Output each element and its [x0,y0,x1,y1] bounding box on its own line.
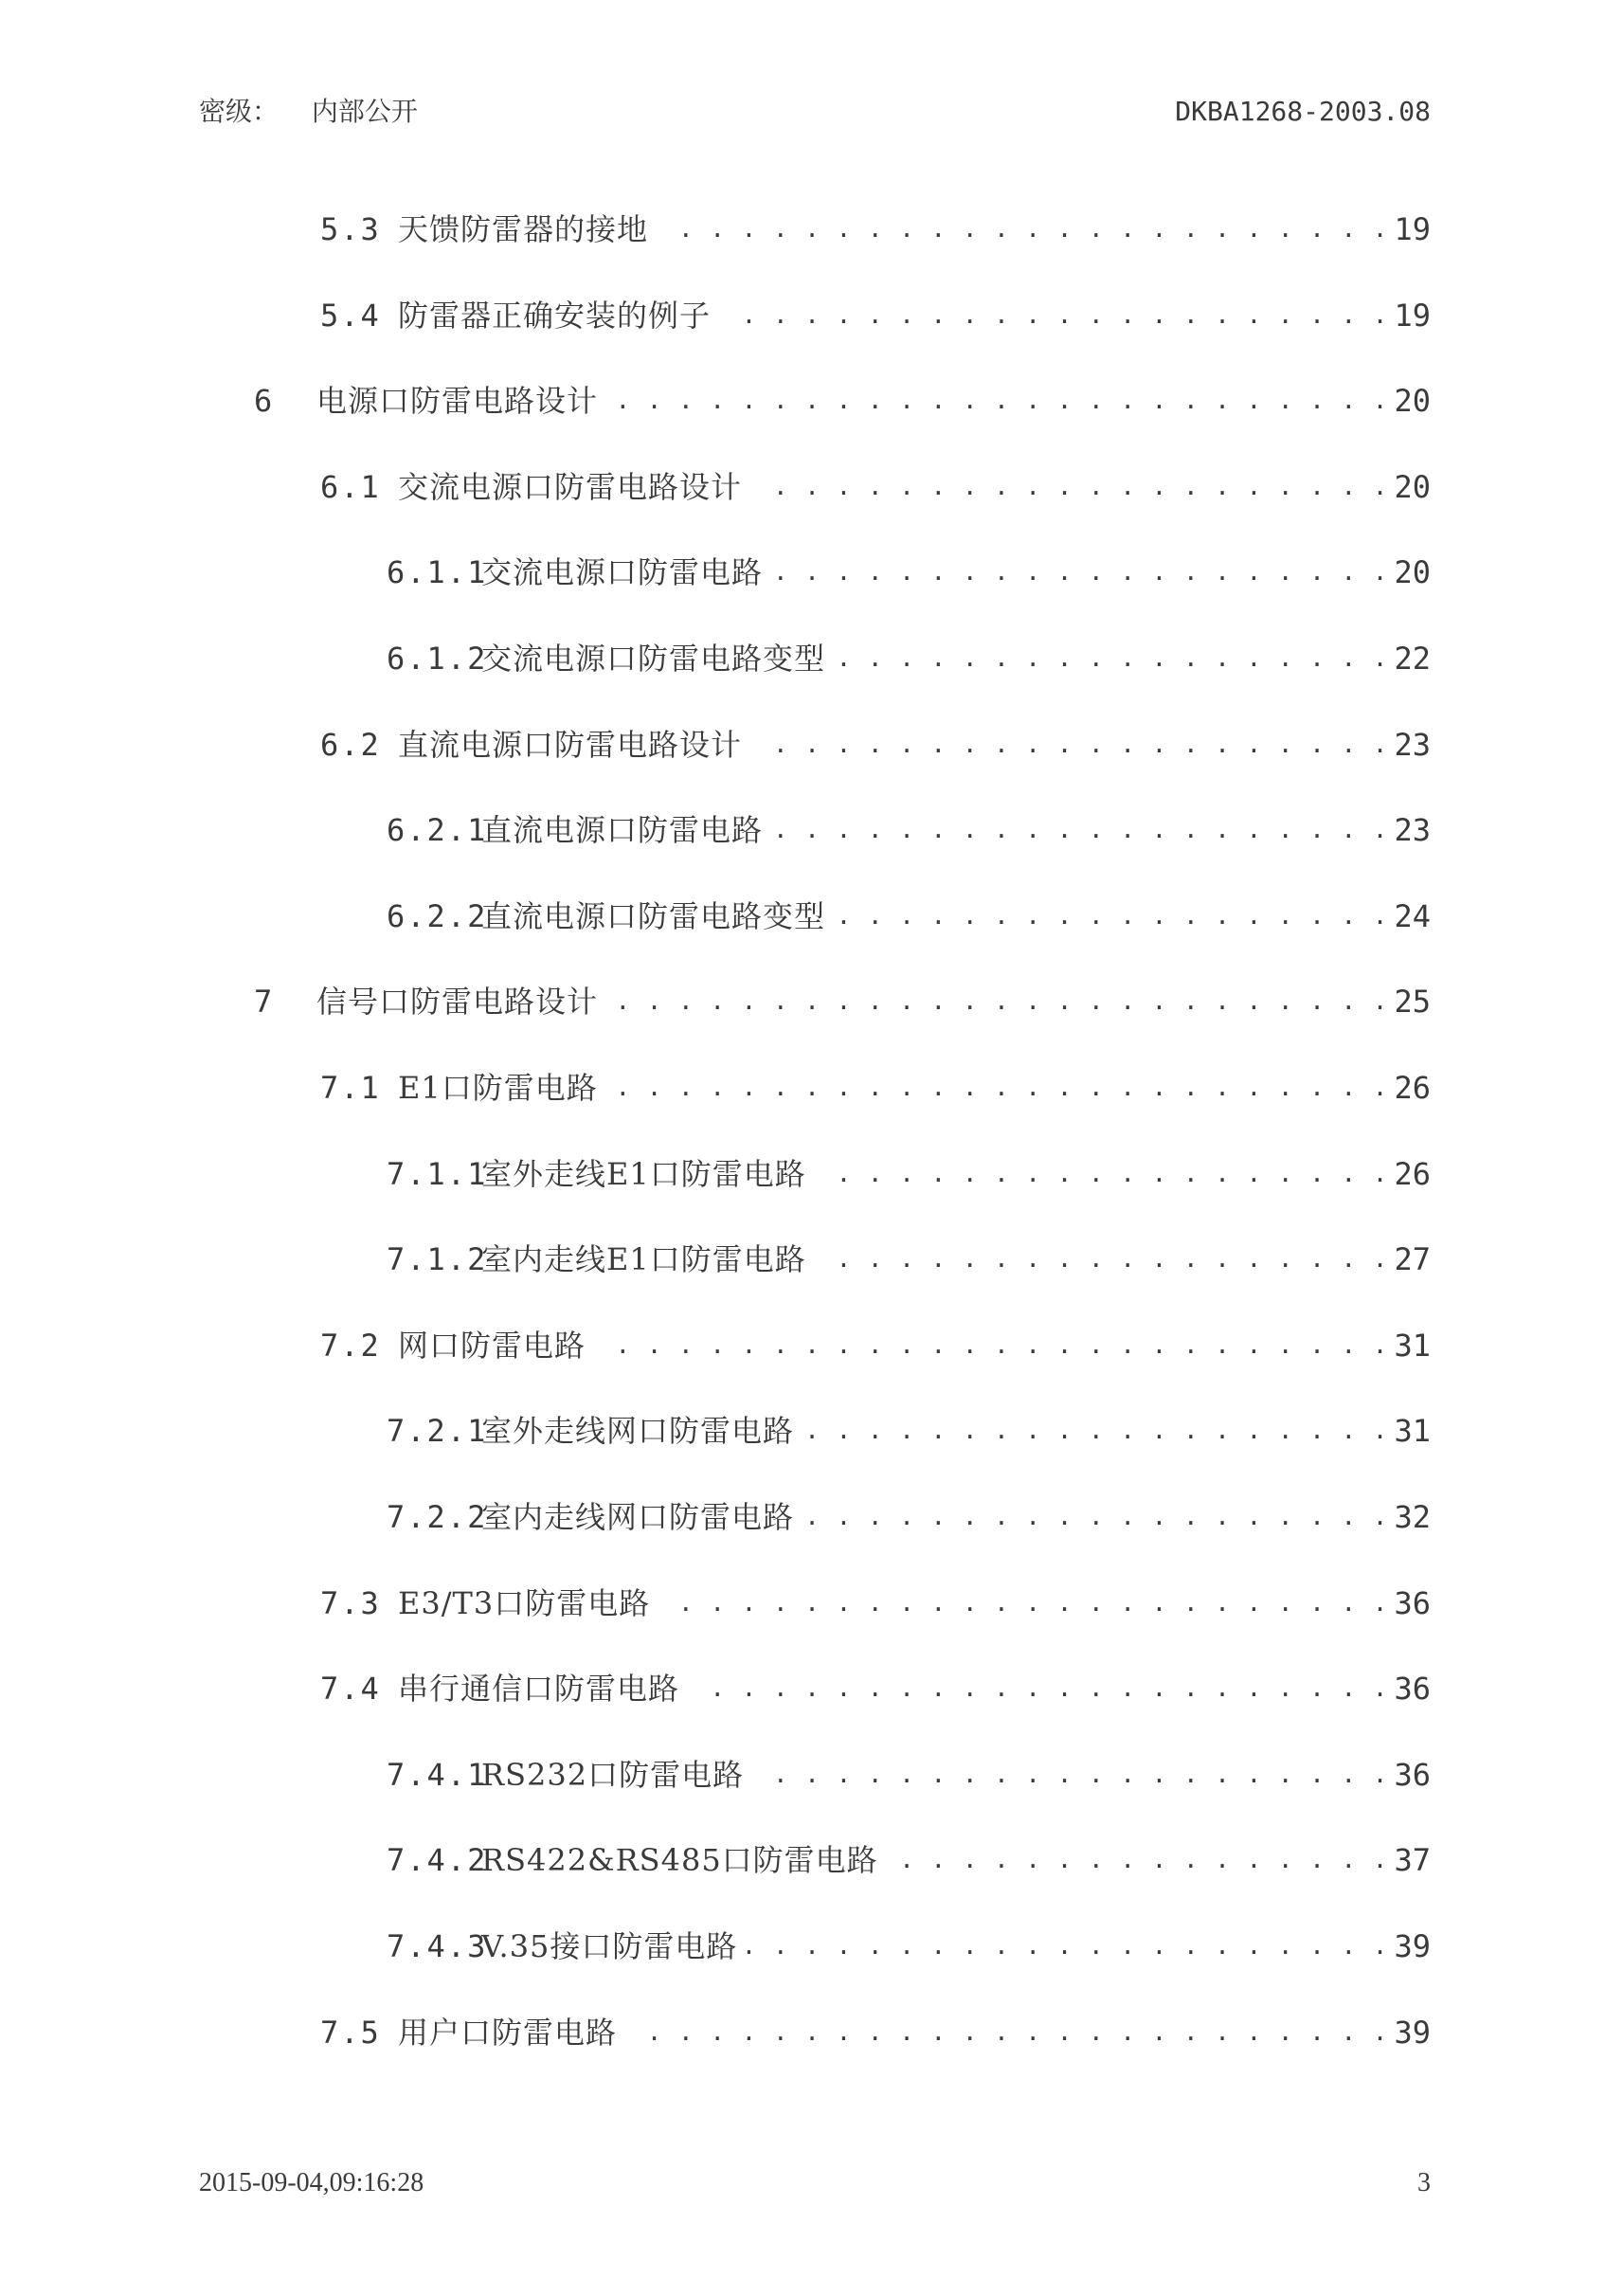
toc-entry[interactable] [387,1839,1431,1881]
toc-dot-leader [753,1754,1388,1796]
toc-entry[interactable] [387,638,1431,679]
toc-entry-number: 7 [254,984,275,1020]
toc-entry-title: 防雷器正确安装的例子 [398,298,712,334]
toc-dot-leader [607,380,1388,422]
toc-entry-page: 23 [1394,812,1431,848]
toc-entry-title: 电源口防雷电路设计 [316,383,599,419]
toc-entry-page: 39 [1394,1928,1431,1964]
toc-entry-title: RS232口防雷电路 [481,1757,745,1793]
toc-entry[interactable] [254,380,1431,422]
security-value: 内部公开 [311,96,418,127]
toc-entry-number: 7.2.2 [387,1499,488,1535]
toc-entry-title: 直流电源口防雷电路设计 [398,727,743,763]
toc-entry-number: 6.2 [320,727,381,763]
toc-entry-number: 7.2.1 [387,1413,488,1449]
toc-entry-number: 5.4 [320,298,381,334]
toc-entry[interactable] [387,809,1431,851]
toc-entry-number: 6.1.2 [387,641,488,677]
toc-entry-number: 6.2.1 [387,812,488,848]
toc-entry-page: 19 [1394,298,1431,334]
toc-entry-page: 36 [1394,1757,1431,1793]
toc-entry-title: 交流电源口防雷电路变型 [481,641,826,677]
toc-dot-leader [607,1067,1389,1109]
toc-entry-page: 32 [1394,1499,1431,1535]
toc-entry-title: 直流电源口防雷电路变型 [481,898,826,934]
toc-dot-leader [658,208,1388,250]
toc-entry-number: 7.4.1 [387,1757,488,1793]
toc-entry[interactable] [387,1410,1431,1452]
toc-entry-number: 7.4.3 [387,1928,488,1964]
toc-entry-title: RS422&RS485口防雷电路 [481,1842,878,1878]
toc-entry[interactable] [320,295,1431,336]
toc-entry[interactable] [387,895,1431,937]
toc-entry-page: 22 [1394,641,1431,677]
toc-entry-number: 5.3 [320,211,381,247]
footer-page-number: 3 [1417,2168,1431,2197]
toc-entry-number: 7.1.1 [387,1156,488,1192]
toc-dot-leader [747,1925,1388,1967]
toc-entry-title: 室内走线E1口防雷电路 [481,1241,806,1277]
document-code: DKBA1268-2003.08 [1175,96,1431,127]
toc-entry[interactable] [320,466,1431,508]
toc-entry-title: 室内走线网口防雷电路 [481,1499,795,1535]
toc-dot-leader [720,295,1388,336]
toc-entry-page: 20 [1394,383,1431,419]
toc-dot-leader [803,1410,1388,1452]
toc-entry-title: 室外走线网口防雷电路 [481,1413,795,1449]
toc-dot-leader [816,1238,1389,1280]
toc-entry-number: 6.2.2 [387,898,488,934]
toc-entry-number: 7.4.2 [387,1842,488,1878]
toc-entry-page: 39 [1394,2015,1431,2051]
toc-entry[interactable] [387,1153,1431,1195]
toc-entry-page: 31 [1394,1413,1431,1449]
toc-entry-page: 20 [1394,469,1431,505]
toc-entry-title: 天馈防雷器的接地 [398,211,649,247]
toc-entry[interactable] [320,1325,1431,1366]
toc-entry-number: 7.5 [320,2015,381,2051]
toc-entry-title: 信号口防雷电路设计 [316,984,599,1020]
toc-entry[interactable] [320,2012,1431,2053]
toc-entry-page: 23 [1394,727,1431,763]
toc-entry-title: 网口防雷电路 [398,1328,586,1364]
toc-dot-leader [803,1496,1388,1538]
toc-entry-number: 7.2 [320,1328,381,1364]
toc-entry-number: 7.3 [320,1585,381,1621]
toc-entry-title: 交流电源口防雷电路设计 [398,469,743,505]
toc-entry-page: 19 [1394,211,1431,247]
toc-dot-leader [888,1839,1389,1881]
toc-entry[interactable] [320,1582,1431,1624]
toc-dot-leader [659,1582,1388,1624]
toc-entry-page: 36 [1394,1671,1431,1707]
toc-entry-number: 6.1 [320,469,381,505]
toc-dot-leader [835,895,1388,937]
toc-entry-title: E1口防雷电路 [398,1070,598,1106]
security-label: 密级： [199,96,280,127]
toc-entry-title: 直流电源口防雷电路 [481,812,764,848]
toc-dot-leader [751,466,1388,508]
toc-entry[interactable] [387,1496,1431,1538]
toc-dot-leader [689,1668,1388,1709]
toc-entry-page: 27 [1394,1241,1431,1277]
toc-dot-leader [751,724,1388,766]
footer-timestamp: 2015-09-04,09:16:28 [199,2168,424,2197]
toc-entry-title: E3/T3口防雷电路 [398,1585,651,1621]
toc-entry-title: 串行通信口防雷电路 [398,1671,680,1707]
toc-entry-page: 26 [1394,1070,1431,1106]
toc-entry[interactable] [387,1238,1431,1280]
toc-entry-page: 26 [1394,1156,1431,1192]
toc-entry-page: 25 [1394,984,1431,1020]
toc-entry[interactable] [254,981,1431,1022]
toc-dot-leader [595,1325,1388,1366]
toc-entry-number: 6 [254,383,275,419]
toc-entry-title: 室外走线E1口防雷电路 [481,1156,806,1192]
toc-entry-title: 交流电源口防雷电路 [481,554,764,590]
toc-entry-number: 7.1.2 [387,1241,488,1277]
toc-entry-page: 24 [1394,898,1431,934]
toc-entry-page: 37 [1394,1842,1431,1878]
toc-entry[interactable] [320,208,1431,250]
toc-entry-page: 36 [1394,1585,1431,1621]
toc-entry-number: 7.1 [320,1070,381,1106]
toc-entry-title: 用户口防雷电路 [398,2015,618,2051]
toc-dot-leader [835,638,1388,679]
toc-dot-leader [607,981,1388,1022]
toc-entry[interactable] [387,551,1431,593]
toc-entry[interactable] [320,1067,1431,1109]
toc-entry-number: 7.4 [320,1671,381,1707]
toc-dot-leader [816,1153,1389,1195]
toc-entry[interactable] [320,1668,1431,1709]
toc-entry[interactable] [387,1925,1431,1967]
toc-dot-leader [772,551,1388,593]
toc-entry[interactable] [320,724,1431,766]
toc-entry-number: 6.1.1 [387,554,488,590]
toc-dot-leader [772,809,1388,851]
toc-entry-page: 20 [1394,554,1431,590]
toc-entry-page: 31 [1394,1328,1431,1364]
toc-entry[interactable] [387,1754,1431,1796]
toc-entry-title: V.35接口防雷电路 [481,1928,738,1964]
toc-dot-leader [626,2012,1388,2053]
